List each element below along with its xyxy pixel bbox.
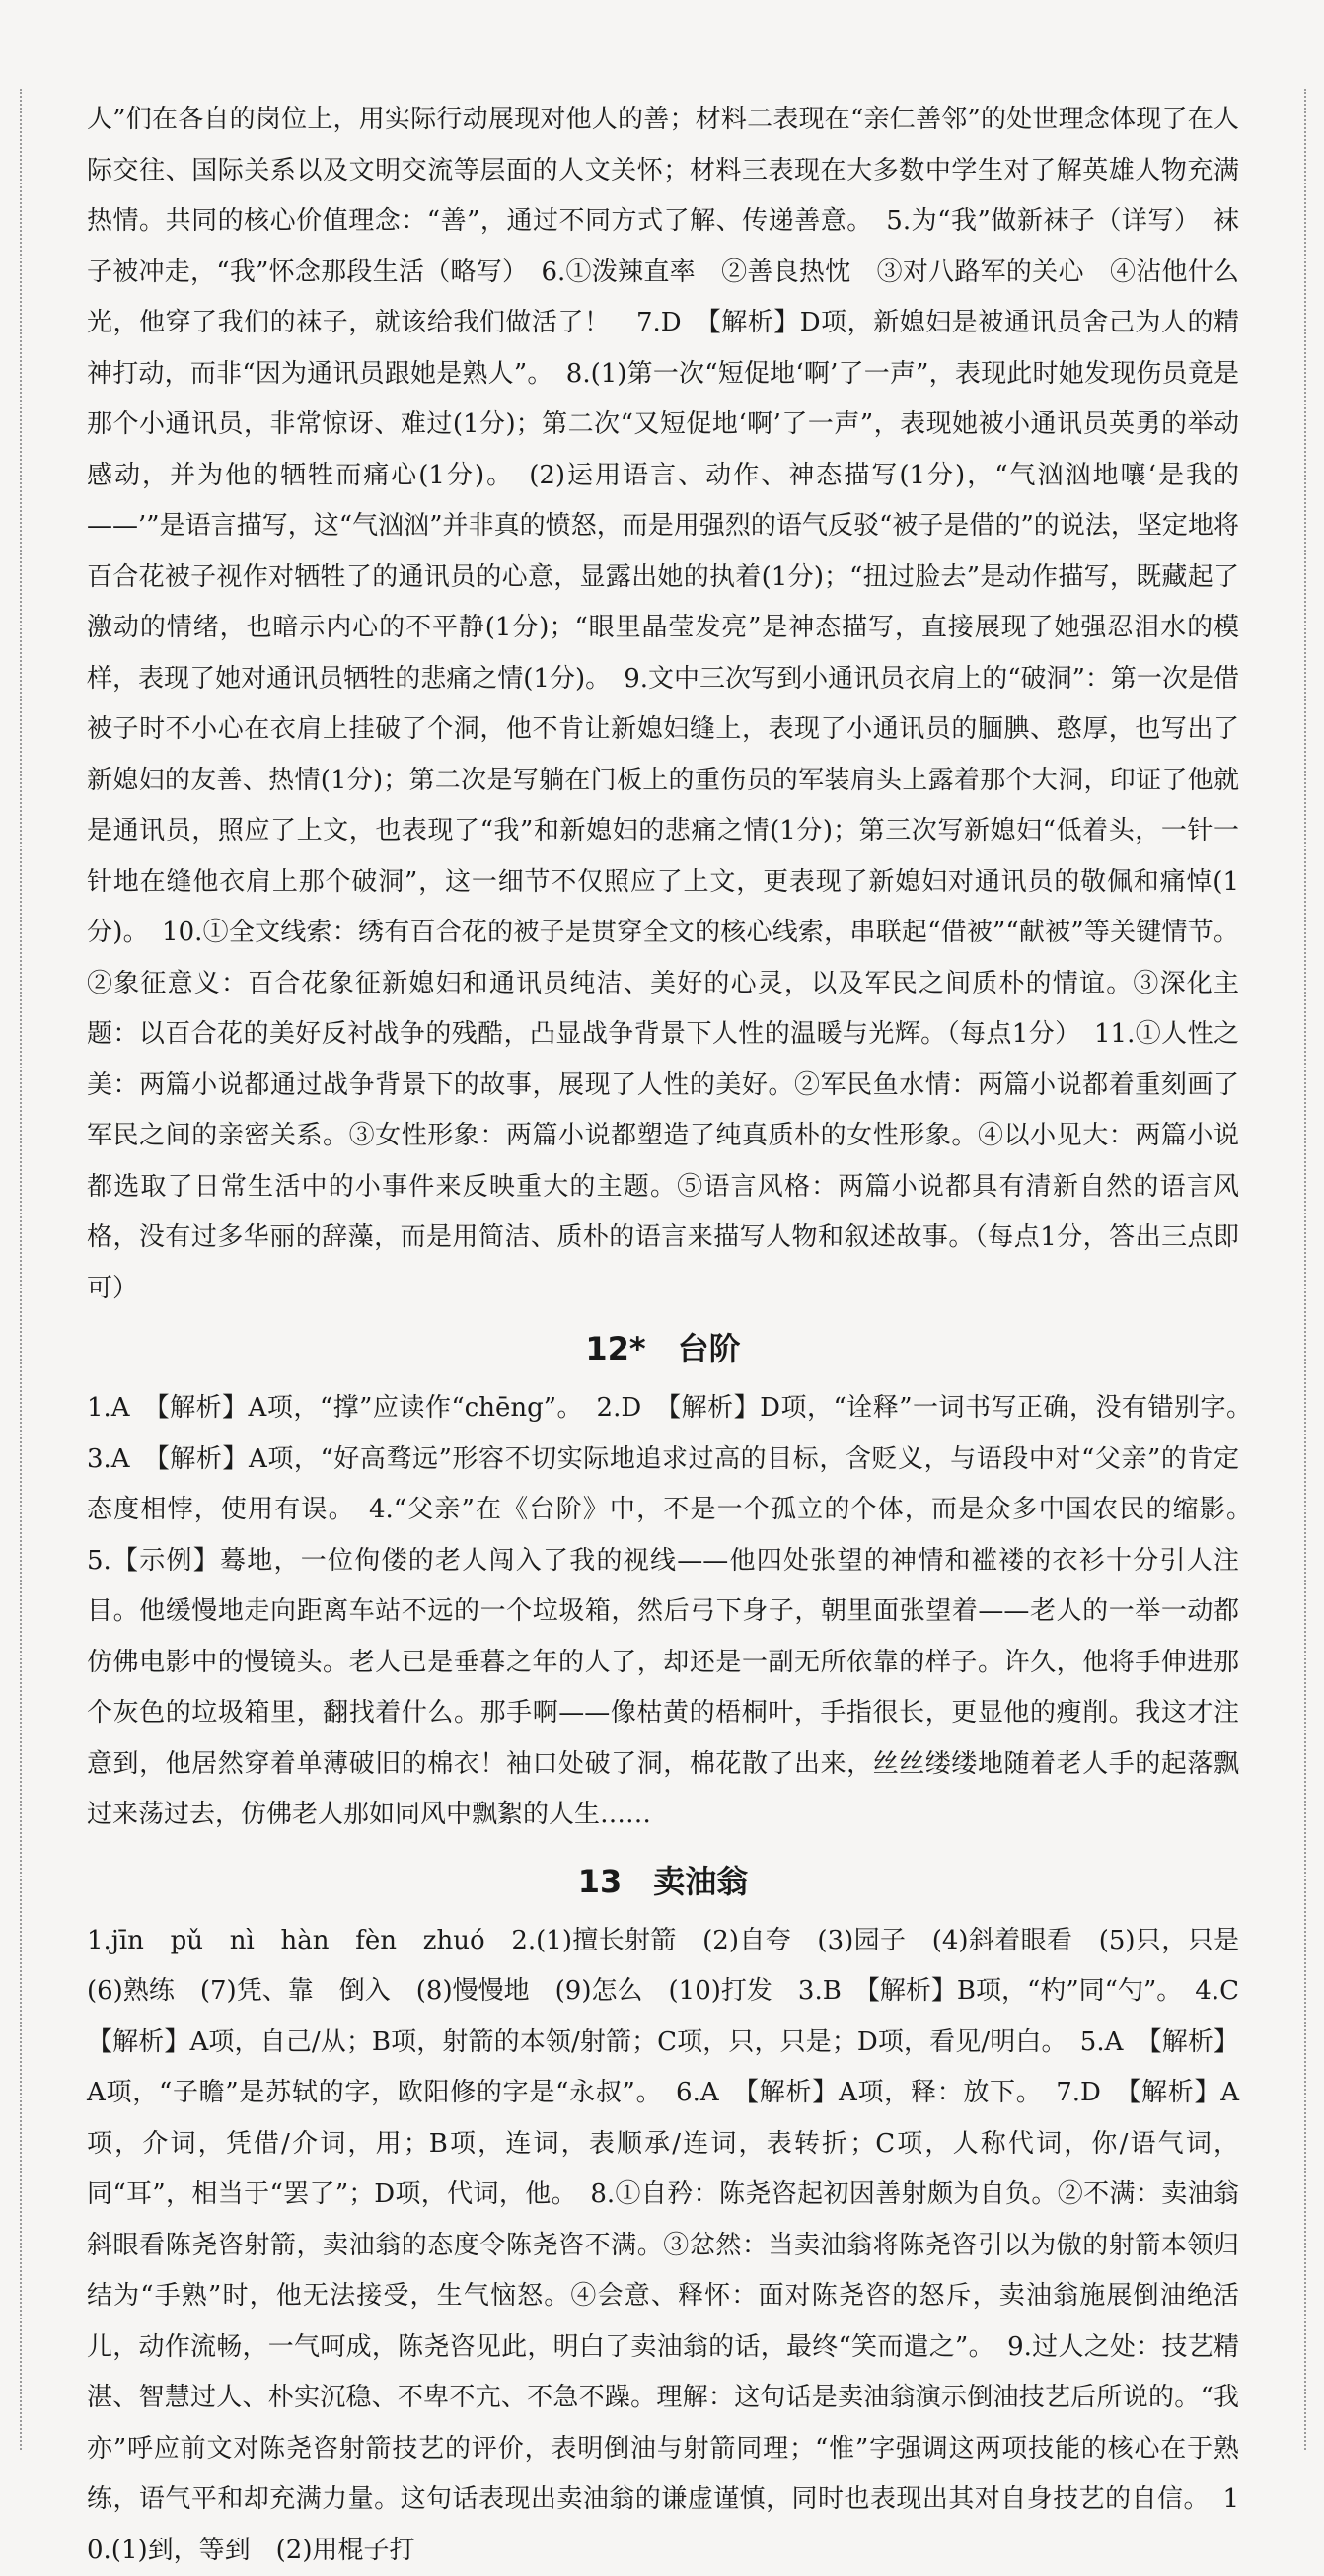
section-12-answers: 1.A 【解析】A项，“撑”应读作“chēng”。 2.D 【解析】D项，“诠释”一词书写正确，没有错别字。 3.A 【解析】A项，“好高骛远”形容不切实际地追求过高的目标，含贬义，与语段中对“父亲”的肯定态度相悖，使用有误。 4.“父亲”在《台阶》中，不是一个孤立的个体，而是众多中国农民的缩影。 5.【示例】蓦地，一位佝偻的老人闯入了我的视线——他四处张望的神情和褴褛的衣衫十分引人注目。他缓慢地走向距离车站不远的一个垃圾箱，然后弓下身子，朝里面张望着——老人的一举一动都仿佛电影中的慢镜头。老人已是垂暮之年的人了，却还是一副无所依靠的样子。许久，他将手伸进那个灰色的垃圾箱里，翻找着什么。那手啊——像枯黄的梧桐叶，手指很长，更显他的瘦削。我这才注意到，他居然穿着单薄破旧的棉衣！袖口处破了洞，棉花散了出来，丝丝缕缕地随着老人手的起落飘过来荡过去，仿佛老人那如同风中飘絮的人生…… (87, 1383, 1239, 1841)
section-13-answers: 1.jīn pǔ nì hàn fèn zhuó 2.(1)擅长射箭 (2)自夸 (3)园子 (4)斜着眼看 (5)只，只是 (6)熟练 (7)凭、靠 倒入 (8)慢慢地 (9)怎么 (10)打发 3.B 【解析】B项，“杓”同“勺”。 4.C 【解析】A项，自己/从；B项，射箭的本领/射箭；C项，只，只是；D项，看见/明白。 5.A 【解析】A项，“子瞻”是苏轼的字，欧阳修的字是“永叔”。 6.A 【解析】A项，释：放下。 7.D 【解析】A项，介词，凭借/介词，用；B项，连词，表顺承/连词，表转折；C项，人称代词，你/语气词，同“耳”，相当于“罢了”；D项，代词，他。 8.①自矜：陈尧咨起初因善射颇为自负。②不满：卖油翁斜眼看陈尧咨射箭，卖油翁的态度令陈尧咨不满。③忿然：当卖油翁将陈尧咨引以为傲的射箭本领归结为“手熟”时，他无法接受，生气恼怒。④会意、释怀：面对陈尧咨的怒斥，卖油翁施展倒油绝活儿，动作流畅，一气呵成，陈尧咨见此，明白了卖油翁的话，最终“笑而遣之”。 9.过人之处：技艺精湛、智慧过人、朴实沉稳、不卑不亢、不急不躁。理解：这句话是卖油翁演示倒油技艺后所说的。“我亦”呼应前文对陈尧咨射箭技艺的评价，表明倒油与射箭同理；“惟”字强调这两项技能的核心在于熟练，语气平和却充满力量。这句话表现出卖油翁的谦虚谨慎，同时也表现出其对自身技艺的自信。 10.(1)到，等到 (2)用棍子打 (87, 1916, 1239, 2576)
right-margin-rule (1304, 89, 1306, 2450)
answer-page (87, 95, 1239, 2576)
left-margin-rule (20, 89, 22, 2450)
section-13-heading: 13 卖油翁 (87, 1847, 1239, 1916)
continued-answers-paragraph: 人”们在各自的岗位上，用实际行动展现对他人的善；材料二表现在“亲仁善邻”的处世理念体现了在人际交往、国际关系以及文明交流等层面的人文关怀；材料三表现在大多数中学生对了解英雄人物充满热情。共同的核心价值理念：“善”，通过不同方式了解、传递善意。 5.为“我”做新袜子（详写） 袜子被冲走，“我”怀念那段生活（略写） 6.①泼辣直率 ②善良热忱 ③对八路军的关心 ④沾他什么光，他穿了我们的袜子，就该给我们做活了！ 7.D 【解析】D项，新媳妇是被通讯员舍己为人的精神打动，而非“因为通讯员跟她是熟人”。 8.(1)第一次“短促地‘啊’了一声”，表现此时她发现伤员竟是那个小通讯员，非常惊讶、难过(1分)；第二次“又短促地‘啊’了一声”，表现她被小通讯员英勇的举动感动，并为他的牺牲而痛心(1分)。 (2)运用语言、动作、神态描写(1分)，“气汹汹地嚷‘是我的——’”是语言描写，这“气汹汹”并非真的愤怒，而是用强烈的语气反驳“被子是借的”的说法，坚定地将百合花被子视作对牺牲了的通讯员的心意，显露出她的执着(1分)；“扭过脸去”是动作描写，既藏起了激动的情绪，也暗示内心的不平静(1分)；“眼里晶莹发亮”是神态描写，直接展现了她强忍泪水的模样，表现了她对通讯员牺牲的悲痛之情(1分)。 9.文中三次写到小通讯员衣肩上的“破洞”：第一次是借被子时不小心在衣肩上挂破了个洞，他不肯让新媳妇缝上，表现了小通讯员的腼腆、憨厚，也写出了新媳妇的友善、热情(1分)；第二次是写躺在门板上的重伤员的军装肩头上露着那个大洞，印证了他就是通讯员，照应了上文，也表现了“我”和新媳妇的悲痛之情(1分)；第三次写新媳妇“低着头，一针一针地在缝他衣肩上那个破洞”，这一细节不仅照应了上文，更表现了新媳妇对通讯员的敬佩和痛悼(1分)。 10.①全文线索：绣有百合花的被子是贯穿全文的核心线索，串联起“借被”“献被”等关键情节。②象征意义：百合花象征新媳妇和通讯员纯洁、美好的心灵，以及军民之间质朴的情谊。③深化主题：以百合花的美好反衬战争的残酷，凸显战争背景下人性的温暖与光辉。（每点1分） 11.①人性之美：两篇小说都通过战争背景下的故事，展现了人性的美好。②军民鱼水情：两篇小说都着重刻画了军民之间的亲密关系。③女性形象：两篇小说都塑造了纯真质朴的女性形象。④以小见大：两篇小说都选取了日常生活中的小事件来反映重大的主题。⑤语言风格：两篇小说都具有清新自然的语言风格，没有过多华丽的辞藻，而是用简洁、质朴的语言来描写人物和叙述故事。（每点1分，答出三点即可） (87, 95, 1239, 1314)
section-12-heading: 12* 台阶 (87, 1314, 1239, 1383)
